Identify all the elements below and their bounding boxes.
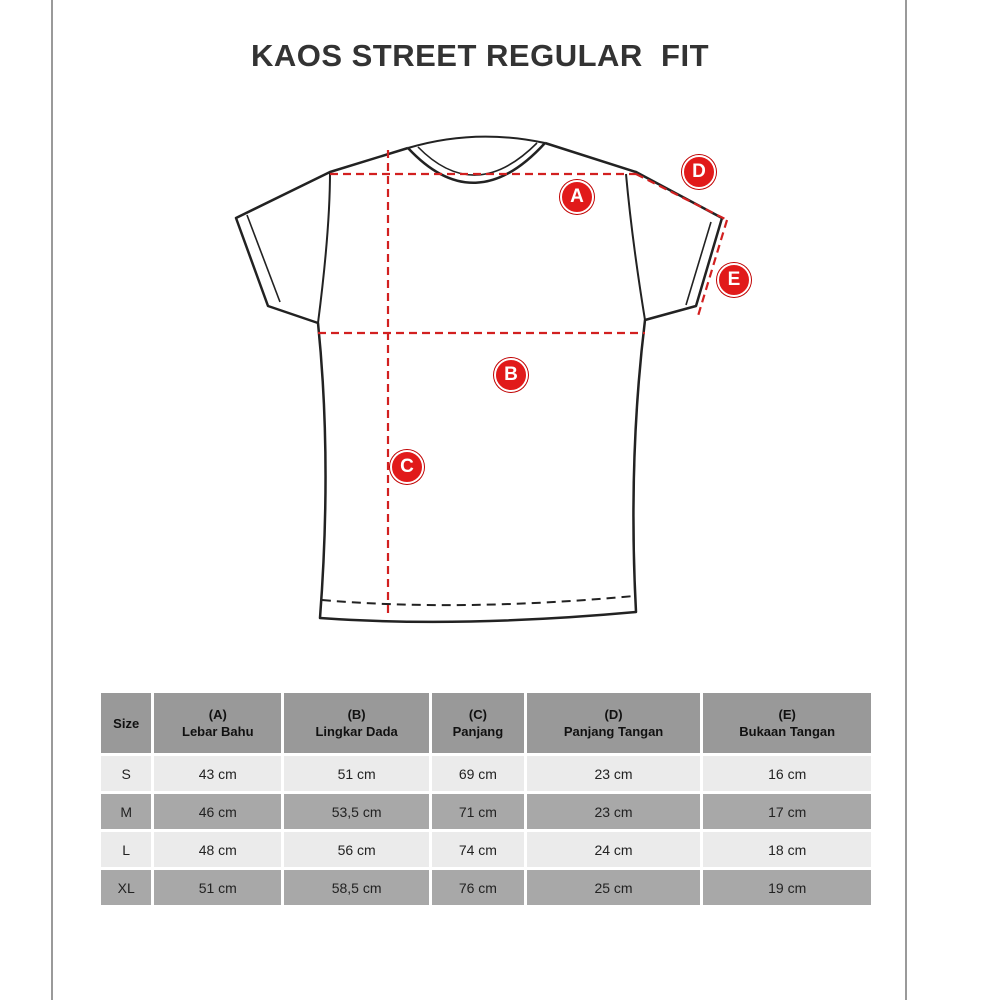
table-row xyxy=(101,794,871,829)
table-row xyxy=(101,832,871,867)
cell-bukaan-tangan: 19 cm xyxy=(703,870,871,905)
cell-bukaan-tangan: 18 cm xyxy=(703,832,871,867)
cell-panjang: 71 cm xyxy=(432,794,524,829)
cell-lingkar-dada: 51 cm xyxy=(284,756,429,791)
cell-size: L xyxy=(101,832,151,867)
cell-panjang: 76 cm xyxy=(432,870,524,905)
size-chart-table xyxy=(98,690,874,908)
cell-bukaan-tangan: 17 cm xyxy=(703,794,871,829)
cell-lebar-bahu: 46 cm xyxy=(154,794,281,829)
table-row xyxy=(101,870,871,905)
cell-panjang-tangan: 23 cm xyxy=(527,756,701,791)
marker-b: B xyxy=(494,358,528,392)
marker-d: D xyxy=(682,155,716,189)
marker-e: E xyxy=(717,263,751,297)
tshirt-outline xyxy=(236,143,722,622)
cell-panjang-tangan: 24 cm xyxy=(527,832,701,867)
cell-size: S xyxy=(101,756,151,791)
cell-size: M xyxy=(101,794,151,829)
cell-panjang-tangan: 25 cm xyxy=(527,870,701,905)
cell-panjang: 69 cm xyxy=(432,756,524,791)
cell-lebar-bahu: 51 cm xyxy=(154,870,281,905)
page-title: KAOS STREET REGULAR FIT xyxy=(250,38,710,73)
header-lebar-bahu: (A) Lebar Bahu xyxy=(154,693,281,753)
cell-panjang: 74 cm xyxy=(432,832,524,867)
cell-lingkar-dada: 53,5 cm xyxy=(284,794,429,829)
cell-panjang-tangan: 23 cm xyxy=(527,794,701,829)
header-panjang-tangan: (D) Panjang Tangan xyxy=(527,693,701,753)
cell-lingkar-dada: 58,5 cm xyxy=(284,870,429,905)
table-row xyxy=(101,756,871,791)
header-bukaan-tangan: (E) Bukaan Tangan xyxy=(703,693,871,753)
header-panjang: (C) Panjang xyxy=(432,693,524,753)
header-size: Size xyxy=(101,693,151,753)
cell-lingkar-dada: 56 cm xyxy=(284,832,429,867)
marker-a: A xyxy=(560,180,594,214)
header-lingkar-dada: (B) Lingkar Dada xyxy=(284,693,429,753)
cell-bukaan-tangan: 16 cm xyxy=(703,756,871,791)
cell-lebar-bahu: 48 cm xyxy=(154,832,281,867)
table-header-row xyxy=(101,693,871,753)
cell-lebar-bahu: 43 cm xyxy=(154,756,281,791)
cell-size: XL xyxy=(101,870,151,905)
marker-c: C xyxy=(390,450,424,484)
